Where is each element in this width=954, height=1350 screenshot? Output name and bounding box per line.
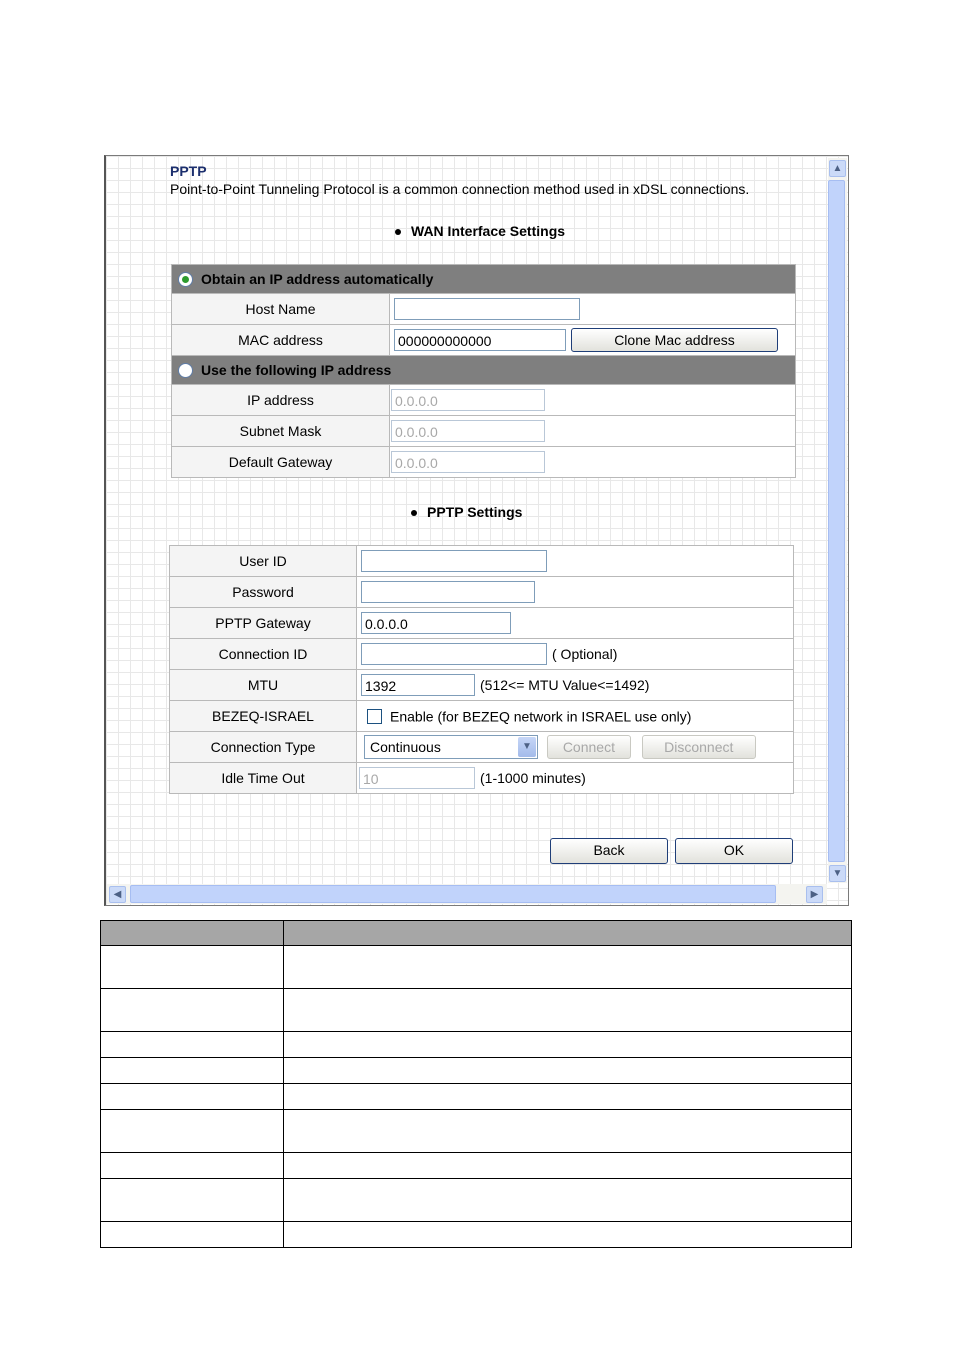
description-table: [100, 920, 852, 1248]
password-input[interactable]: [361, 581, 535, 603]
user-id-label: User ID: [170, 546, 357, 577]
obtain-ip-label: Obtain an IP address automatically: [201, 270, 434, 287]
pptp-settings-table: [169, 545, 794, 794]
scroll-up-icon[interactable]: ▲: [829, 160, 846, 177]
table-cell: [284, 946, 852, 989]
table-cell: [101, 1153, 284, 1179]
wan-section-heading: [395, 223, 565, 239]
wan-settings-table: [171, 264, 796, 478]
mac-address-label: MAC address: [172, 325, 390, 356]
table-cell: [101, 1084, 284, 1110]
table-cell: [101, 1032, 284, 1058]
mac-address-input[interactable]: 000000000000: [394, 329, 566, 351]
obtain-ip-radio[interactable]: [178, 272, 193, 287]
table-cell: [284, 1110, 852, 1153]
table-cell: [284, 1032, 852, 1058]
bullet-icon: [411, 510, 417, 516]
table-cell: [101, 1179, 284, 1222]
password-label: Password: [170, 577, 357, 608]
connect-button[interactable]: Connect: [547, 735, 631, 759]
use-following-ip-row[interactable]: [172, 356, 796, 385]
idle-time-out-input[interactable]: 10: [359, 767, 475, 789]
host-name-input[interactable]: [394, 298, 580, 320]
table-header-cell: [101, 921, 284, 946]
table-cell: [101, 989, 284, 1032]
mtu-label: MTU: [170, 670, 357, 701]
bullet-icon: [395, 229, 401, 235]
table-cell: [284, 989, 852, 1032]
connection-type-label: Connection Type: [170, 732, 357, 763]
ip-address-label: IP address: [172, 385, 390, 416]
obtain-ip-row[interactable]: [172, 265, 796, 294]
default-gateway-label: Default Gateway: [172, 447, 390, 478]
use-following-ip-label: Use the following IP address: [201, 361, 392, 378]
connection-type-value: Continuous: [370, 739, 441, 755]
idle-time-out-label: Idle Time Out: [170, 763, 357, 794]
mtu-note: (512<= MTU Value<=1492): [480, 677, 650, 693]
bezeq-label: BEZEQ-ISRAEL: [170, 701, 357, 732]
scroll-left-icon[interactable]: ◀: [109, 886, 126, 903]
subnet-mask-label: Subnet Mask: [172, 416, 390, 447]
table-cell: [101, 946, 284, 989]
user-id-input[interactable]: [361, 550, 547, 572]
scroll-right-icon[interactable]: ▶: [806, 886, 823, 903]
bezeq-checkbox-label: Enable (for BEZEQ network in ISRAEL use only): [390, 708, 692, 725]
connection-id-label: Connection ID: [170, 639, 357, 670]
table-cell: [284, 1179, 852, 1222]
host-name-label: Host Name: [172, 294, 390, 325]
pptp-gateway-label: PPTP Gateway: [170, 608, 357, 639]
connection-id-note: ( Optional): [552, 646, 618, 662]
table-cell: [284, 1058, 852, 1084]
table-cell: [101, 1110, 284, 1153]
ip-address-input[interactable]: 0.0.0.0: [391, 389, 545, 411]
table-cell: [284, 1153, 852, 1179]
chevron-down-icon: ▼: [518, 737, 536, 757]
disconnect-button[interactable]: Disconnect: [642, 735, 756, 759]
connection-type-select[interactable]: [364, 735, 538, 759]
vertical-scrollbar-thumb[interactable]: [828, 180, 845, 862]
default-gateway-input[interactable]: 0.0.0.0: [391, 451, 545, 473]
table-cell: [284, 1084, 852, 1110]
bezeq-checkbox[interactable]: [367, 709, 382, 724]
use-following-ip-radio[interactable]: [178, 363, 193, 378]
idle-time-out-note: (1-1000 minutes): [480, 770, 586, 786]
page-title: PPTP: [170, 163, 207, 179]
page-description: Point-to-Point Tunneling Protocol is a common connection method used in xDSL connections.: [170, 181, 750, 197]
pptp-section-title: PPTP Settings: [427, 504, 523, 520]
table-cell: [284, 1222, 852, 1248]
pptp-section-heading: [411, 504, 522, 520]
wan-section-title: WAN Interface Settings: [411, 223, 566, 239]
pptp-gateway-input[interactable]: 0.0.0.0: [361, 612, 511, 634]
table-cell: [101, 1058, 284, 1084]
clone-mac-button[interactable]: Clone Mac address: [571, 328, 778, 352]
back-button[interactable]: Back: [550, 838, 668, 864]
horizontal-scrollbar-thumb[interactable]: [130, 885, 776, 903]
scroll-down-icon[interactable]: ▼: [829, 865, 846, 882]
mtu-input[interactable]: 1392: [361, 674, 475, 696]
connection-id-input[interactable]: [361, 643, 547, 665]
table-cell: [101, 1222, 284, 1248]
subnet-mask-input[interactable]: 0.0.0.0: [391, 420, 545, 442]
ok-button[interactable]: OK: [675, 838, 793, 864]
table-header-cell: [284, 921, 852, 946]
